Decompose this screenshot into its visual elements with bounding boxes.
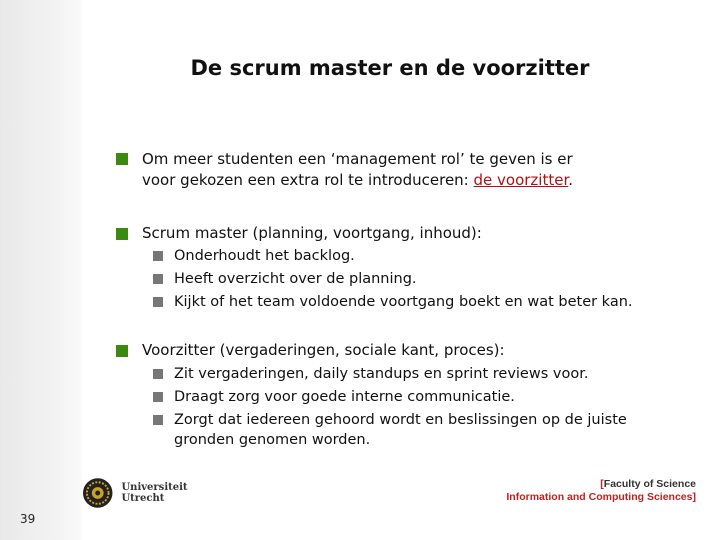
left-side-band <box>0 0 82 540</box>
faculty-name: Faculty of Science <box>603 478 696 490</box>
highlight-de-voorzitter: de voorzitter <box>473 171 569 189</box>
sub-bullet-square-icon <box>153 251 163 261</box>
department-name: Information and Computing Sciences <box>506 491 693 503</box>
university-logo <box>82 476 232 510</box>
bullet-1-line-1: Om meer studenten een ‘management rol’ te geven is er <box>142 150 573 168</box>
university-seal-icon <box>82 477 113 509</box>
sub-bullet-square-icon <box>153 392 163 402</box>
page-number: 39 <box>20 512 36 526</box>
bullet-square-icon <box>116 228 128 240</box>
bullet-2-subitem-1: Onderhoudt het backlog. <box>174 248 355 264</box>
bullet-1-line-2-prefix: voor gekozen een extra rol te introduceren: <box>142 171 474 189</box>
bullet-1-line-2 <box>142 170 573 191</box>
bracket-open: [ <box>600 478 604 490</box>
bullet-3-subitem-2: Draagt zorg voor goede interne communicatie. <box>174 389 515 405</box>
faculty-line-1 <box>470 478 696 491</box>
sub-bullet-square-icon <box>153 369 163 379</box>
faculty-logo <box>470 478 696 504</box>
sub-bullet-square-icon <box>153 297 163 307</box>
bullet-square-icon <box>116 345 128 357</box>
bullet-3-heading: Voorzitter (vergaderingen, sociale kant, proces): <box>142 341 505 359</box>
slide-title: De scrum master en de voorzitter <box>190 56 590 80</box>
sub-bullet-square-icon <box>153 415 163 425</box>
bullet-square-icon <box>116 153 128 165</box>
bullet-3-subitem-3: Zorgt dat iedereen gehoord wordt en beslissingen op de juiste <box>174 412 627 428</box>
bullet-2-subitem-2: Heeft overzicht over de planning. <box>174 271 417 287</box>
bullet-2-heading: Scrum master (planning, voortgang, inhoud): <box>142 224 482 242</box>
university-name: Universiteit Utrecht <box>121 482 188 504</box>
bullet-1-line-2-suffix: . <box>568 171 574 189</box>
sub-bullet-square-icon <box>153 274 163 284</box>
bracket-close: ] <box>692 491 696 503</box>
bullet-3-subitem-1: Zit vergaderingen, daily standups en sprint reviews voor. <box>174 366 589 382</box>
bullet-2-subitem-3: Kijkt of het team voldoende voortgang boekt en wat beter kan. <box>174 294 633 310</box>
bullet-3-subitem-3-continuation: gronden genomen worden. <box>174 432 371 448</box>
faculty-line-2 <box>470 491 696 504</box>
